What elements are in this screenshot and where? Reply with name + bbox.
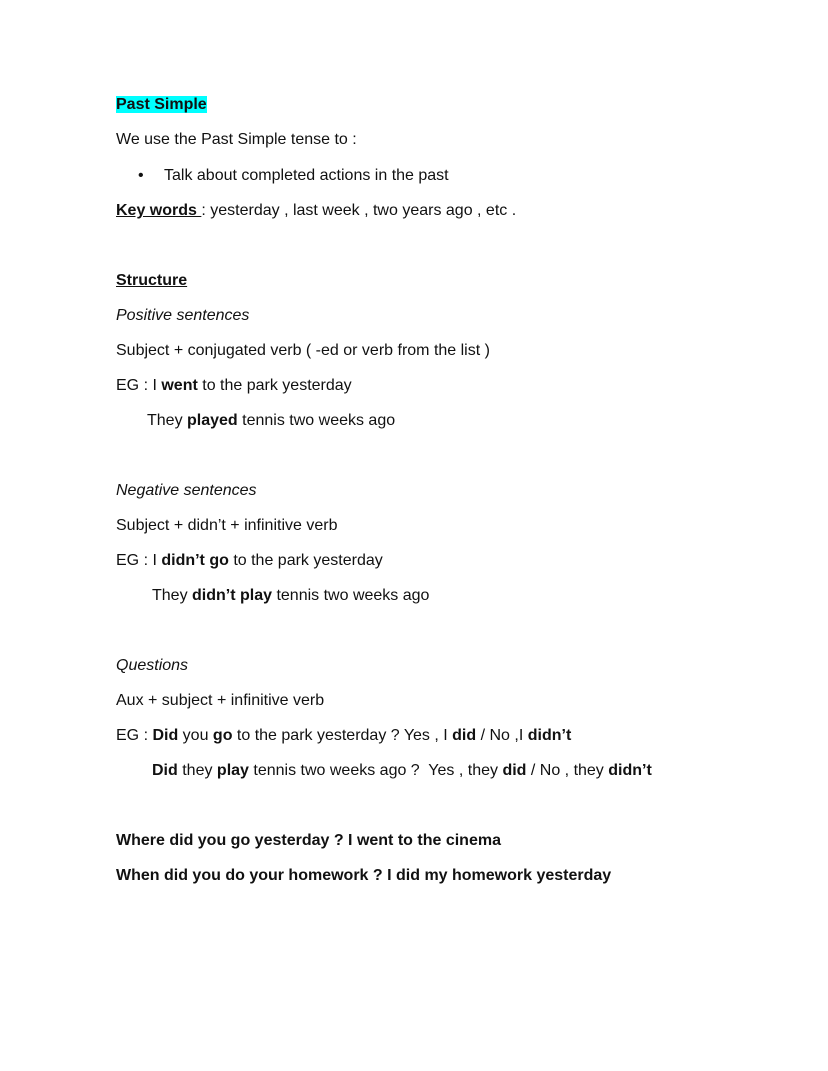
text-segment: tennis two weeks ago [237,412,396,429]
text-segment: EG : I [116,377,162,394]
positive-example-2 [147,412,395,430]
text-segment: didn’t go [161,552,229,569]
title [116,96,207,114]
structure-heading [116,272,187,290]
text-segment: to the park yesterday [228,552,383,569]
usage-bullet [164,167,449,185]
text-segment: you [178,727,213,744]
wh-question-2 [116,867,611,885]
positive-rule [116,342,490,360]
text-segment: Did [152,727,179,744]
text-segment: They [147,412,188,429]
question-example-2 [152,762,652,780]
bullet-icon: • [138,167,144,184]
text-segment: EG : I [116,552,162,569]
text-segment: play [216,762,249,779]
intro [116,131,357,149]
text-segment: / No ,I [476,727,528,744]
text-segment: Negative sentences [116,482,257,499]
text-segment: Subject + didn’t + infinitive verb [116,517,338,534]
text-segment: tennis two weeks ago ? Yes , they [248,762,503,779]
text-segment: did [452,727,477,744]
text-segment: Did [152,762,178,779]
negative-example-1 [116,552,383,570]
key-words [116,202,516,220]
questions-rule [116,692,324,710]
text-segment: When did you do your homework ? I did my homework yesterday [116,867,612,884]
text-segment: EG : [116,727,153,744]
text-segment: didn’t play [192,587,273,604]
text-segment: to the park yesterday [197,377,352,394]
wh-question-1 [116,832,501,850]
text-segment: they [177,762,217,779]
text-segment: : yesterday , last week , two years ago , etc . [201,202,517,219]
text-segment: Structure [116,272,188,289]
text-segment: Positive sentences [116,307,250,324]
text-segment: Subject + conjugated verb ( -ed or verb from the list ) [116,342,490,359]
text-segment: played [187,412,238,429]
negative-heading [116,482,257,500]
positive-heading [116,307,249,325]
text-segment: Questions [116,657,189,674]
positive-example-1 [116,377,352,395]
text-segment: Aux + subject + infinitive verb [116,692,325,709]
text-segment: Talk about completed actions in the past [164,167,449,184]
questions-heading [116,657,188,675]
text-segment: Past Simple [116,96,207,113]
text-segment: went [161,377,198,394]
text-segment: / No , they [526,762,609,779]
text-segment: Key words [116,202,202,219]
text-segment: Where did you go yesterday ? I went to the cinema [116,832,501,849]
negative-rule [116,517,337,535]
negative-example-2 [152,587,429,605]
question-example-1 [116,727,571,745]
text-segment: They [152,587,193,604]
text-segment: didn’t [608,762,652,779]
text-segment: We use the Past Simple tense to : [116,131,357,148]
text-segment: did [502,762,527,779]
text-segment: to the park yesterday ? Yes , I [232,727,453,744]
text-segment: didn’t [527,727,572,744]
text-segment: go [212,727,233,744]
text-segment: tennis two weeks ago [272,587,430,604]
